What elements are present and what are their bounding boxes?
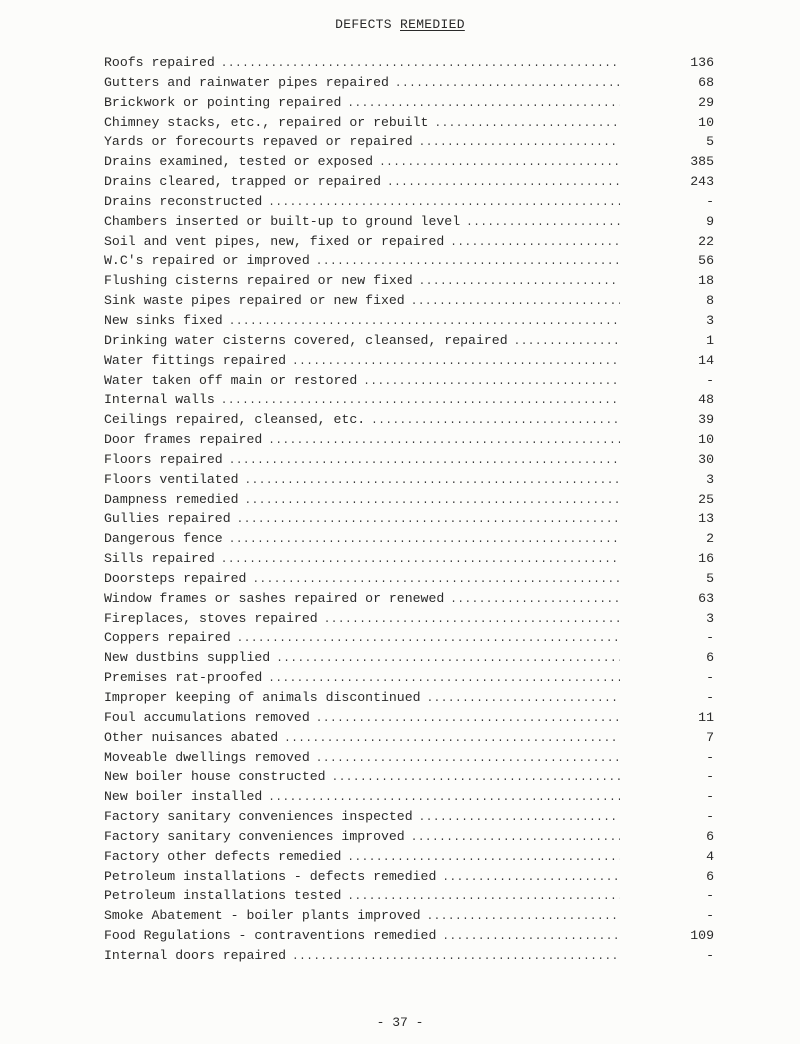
dot-leader [434, 115, 620, 135]
list-item [104, 529, 714, 549]
item-label: Fireplaces, stoves repaired [104, 610, 318, 626]
item-count: 6 [706, 650, 714, 666]
item-count: - [706, 809, 714, 825]
dot-leader [292, 948, 620, 968]
dot-leader [316, 710, 620, 730]
item-label: Soil and vent pipes, new, fixed or repaired [104, 233, 445, 249]
dot-leader [276, 650, 620, 670]
list-item [104, 251, 714, 271]
dot-leader [466, 214, 620, 234]
item-count: 18 [698, 273, 714, 289]
list-item [104, 113, 714, 133]
item-count: 56 [698, 253, 714, 269]
dot-leader [442, 869, 620, 889]
item-label: Flushing cisterns repaired or new fixed [104, 273, 413, 289]
item-label: Roofs repaired [104, 55, 215, 70]
item-label: Petroleum installations - defects remedied [104, 868, 437, 884]
list-item [104, 53, 714, 73]
list-item [104, 569, 714, 589]
list-item [104, 490, 714, 510]
item-count: 3 [706, 471, 714, 487]
dot-leader [237, 511, 620, 531]
item-label: Yards or forecourts repaved or repaired [104, 134, 413, 150]
list-item [104, 728, 714, 748]
item-count: - [706, 372, 714, 388]
list-item [104, 132, 714, 152]
item-count: 3 [706, 610, 714, 626]
item-label: Food Regulations - contraventions remedied [104, 928, 437, 944]
item-label: Sink waste pipes repaired or new fixed [104, 293, 405, 309]
item-label: Drains examined, tested or exposed [104, 154, 374, 170]
page-number: - 37 - [376, 1015, 424, 1030]
list-item [104, 688, 714, 708]
item-label: Water taken off main or restored [104, 372, 358, 388]
item-count: - [706, 888, 714, 904]
item-label: Premises rat-proofed [104, 670, 263, 686]
item-count: 8 [706, 293, 714, 309]
dot-leader [229, 452, 620, 472]
item-count: 4 [706, 848, 714, 864]
list-item [104, 93, 714, 113]
dot-leader [371, 412, 620, 432]
item-count: 5 [706, 570, 714, 586]
item-count: - [706, 670, 714, 686]
list-item [104, 172, 714, 192]
dot-leader [395, 75, 620, 95]
item-count: 11 [698, 709, 714, 725]
dot-leader [442, 928, 620, 948]
list-item [104, 351, 714, 371]
item-label: Brickwork or pointing repaired [104, 94, 342, 110]
item-label: Factory sanitary conveniences inspected [104, 809, 413, 825]
list-item [104, 628, 714, 648]
dot-leader [237, 630, 620, 650]
item-label: W.C's repaired or improved [104, 253, 310, 269]
item-label: Ceilings repaired, cleansed, etc. [104, 412, 366, 428]
list-item [104, 430, 714, 450]
item-label: Coppers repaired [104, 630, 231, 646]
item-label: Petroleum installations tested [104, 888, 342, 904]
item-count: - [706, 769, 714, 785]
item-count: 6 [706, 828, 714, 844]
list-item [104, 748, 714, 768]
list-item [104, 232, 714, 252]
item-label: Chimney stacks, etc., repaired or rebuilt [104, 114, 429, 130]
item-count: 6 [706, 868, 714, 884]
page-title [0, 17, 800, 32]
item-count: 48 [698, 392, 714, 408]
item-count: 14 [698, 352, 714, 368]
item-label: Improper keeping of animals discontinued [104, 690, 421, 705]
dot-leader [324, 611, 620, 631]
item-count: 1 [706, 332, 714, 348]
list-item [104, 787, 714, 807]
list-item [104, 648, 714, 668]
item-label: Gullies repaired [104, 511, 231, 527]
list-item [104, 291, 714, 311]
dot-leader [450, 234, 620, 254]
item-count: - [706, 749, 714, 765]
item-label: Factory sanitary conveniences improved [104, 828, 405, 844]
list-item [104, 886, 714, 906]
item-label: Sills repaired [104, 551, 215, 567]
dot-leader [268, 432, 620, 452]
item-count: 7 [706, 729, 714, 745]
dot-leader [514, 333, 620, 353]
dot-leader [411, 293, 620, 313]
title-word-defects: DEFECTS [335, 17, 392, 32]
item-label: Floors repaired [104, 451, 223, 467]
list-item [104, 807, 714, 827]
item-label: New sinks fixed [104, 312, 223, 328]
item-count: 29 [698, 94, 714, 110]
item-count: 9 [706, 213, 714, 229]
title-word-remedied: REMEDIED [400, 17, 465, 32]
dot-leader [229, 531, 620, 551]
dot-leader [245, 472, 620, 492]
dot-leader [411, 829, 620, 849]
item-count: 22 [698, 233, 714, 249]
item-label: Drains cleared, trapped or repaired [104, 174, 381, 190]
list-item [104, 549, 714, 569]
list-item [104, 847, 714, 867]
item-count: 10 [698, 432, 714, 448]
item-label: Drinking water cisterns covered, cleansed, repaired [104, 332, 508, 348]
item-label: New boiler house constructed [104, 769, 326, 785]
item-label: Water fittings repaired [104, 352, 287, 368]
item-label: Internal walls [104, 392, 215, 408]
list-item [104, 906, 714, 926]
item-label: Dangerous fence [104, 531, 223, 547]
list-item [104, 212, 714, 232]
item-label: Chambers inserted or built-up to ground level [104, 213, 461, 229]
item-count: 3 [706, 312, 714, 328]
item-count: - [706, 789, 714, 805]
list-item [104, 73, 714, 93]
item-count: 385 [690, 154, 714, 170]
item-count: 5 [706, 134, 714, 150]
defects-list [104, 53, 714, 966]
list-item [104, 152, 714, 172]
item-count: - [706, 908, 714, 924]
dot-leader [419, 809, 620, 829]
dot-leader [284, 730, 620, 750]
dot-leader [316, 750, 620, 770]
item-label: Dampness remedied [104, 491, 239, 507]
item-label: Moveable dwellings removed [104, 749, 310, 765]
item-label: Smoke Abatement - boiler plants improved [104, 908, 421, 924]
list-item [104, 827, 714, 847]
list-item [104, 331, 714, 351]
list-item [104, 311, 714, 331]
list-item [104, 946, 714, 966]
item-count: 16 [698, 551, 714, 567]
list-item [104, 410, 714, 430]
item-count: 13 [698, 511, 714, 527]
item-label: Drains reconstructed [104, 193, 263, 209]
list-item [104, 668, 714, 688]
item-label: Floors ventilated [104, 471, 239, 487]
item-label: Foul accumulations removed [104, 709, 310, 725]
item-count: - [706, 193, 714, 209]
dot-leader [363, 373, 620, 393]
item-count: 63 [698, 590, 714, 606]
dot-leader [379, 154, 620, 174]
list-item [104, 371, 714, 391]
dot-leader [419, 134, 620, 154]
list-item [104, 470, 714, 490]
item-count: 243 [690, 174, 714, 190]
item-label: Factory other defects remedied [104, 848, 342, 864]
item-count: 2 [706, 531, 714, 547]
item-label: Internal doors repaired [104, 947, 287, 963]
dot-leader [427, 908, 620, 928]
list-item [104, 271, 714, 291]
item-count: - [706, 630, 714, 646]
item-label: New dustbins supplied [104, 650, 271, 666]
dot-leader [332, 769, 620, 789]
item-count: - [706, 947, 714, 963]
item-count: 25 [698, 491, 714, 507]
list-item [104, 509, 714, 529]
list-item [104, 867, 714, 887]
dot-leader [245, 492, 620, 512]
dot-leader [450, 591, 620, 611]
item-count: 68 [698, 74, 714, 90]
item-label: Doorsteps repaired [104, 570, 247, 586]
item-count: 136 [690, 55, 714, 70]
list-item [104, 926, 714, 946]
list-item [104, 708, 714, 728]
item-count: 109 [690, 928, 714, 944]
list-item [104, 767, 714, 787]
item-count: 30 [698, 451, 714, 467]
item-label: New boiler installed [104, 789, 263, 805]
item-count: 10 [698, 114, 714, 130]
list-item [104, 192, 714, 212]
item-count: 39 [698, 412, 714, 428]
dot-leader [427, 690, 620, 710]
list-item [104, 390, 714, 410]
dot-leader [387, 174, 620, 194]
dot-leader [221, 551, 620, 571]
item-label: Door frames repaired [104, 432, 263, 448]
item-label: Gutters and rainwater pipes repaired [104, 74, 389, 90]
item-count: - [706, 690, 714, 705]
dot-leader [419, 273, 620, 293]
item-label: Window frames or sashes repaired or renewed [104, 590, 445, 606]
list-item [104, 609, 714, 629]
list-item [104, 589, 714, 609]
item-label: Other nuisances abated [104, 729, 279, 745]
list-item [104, 450, 714, 470]
